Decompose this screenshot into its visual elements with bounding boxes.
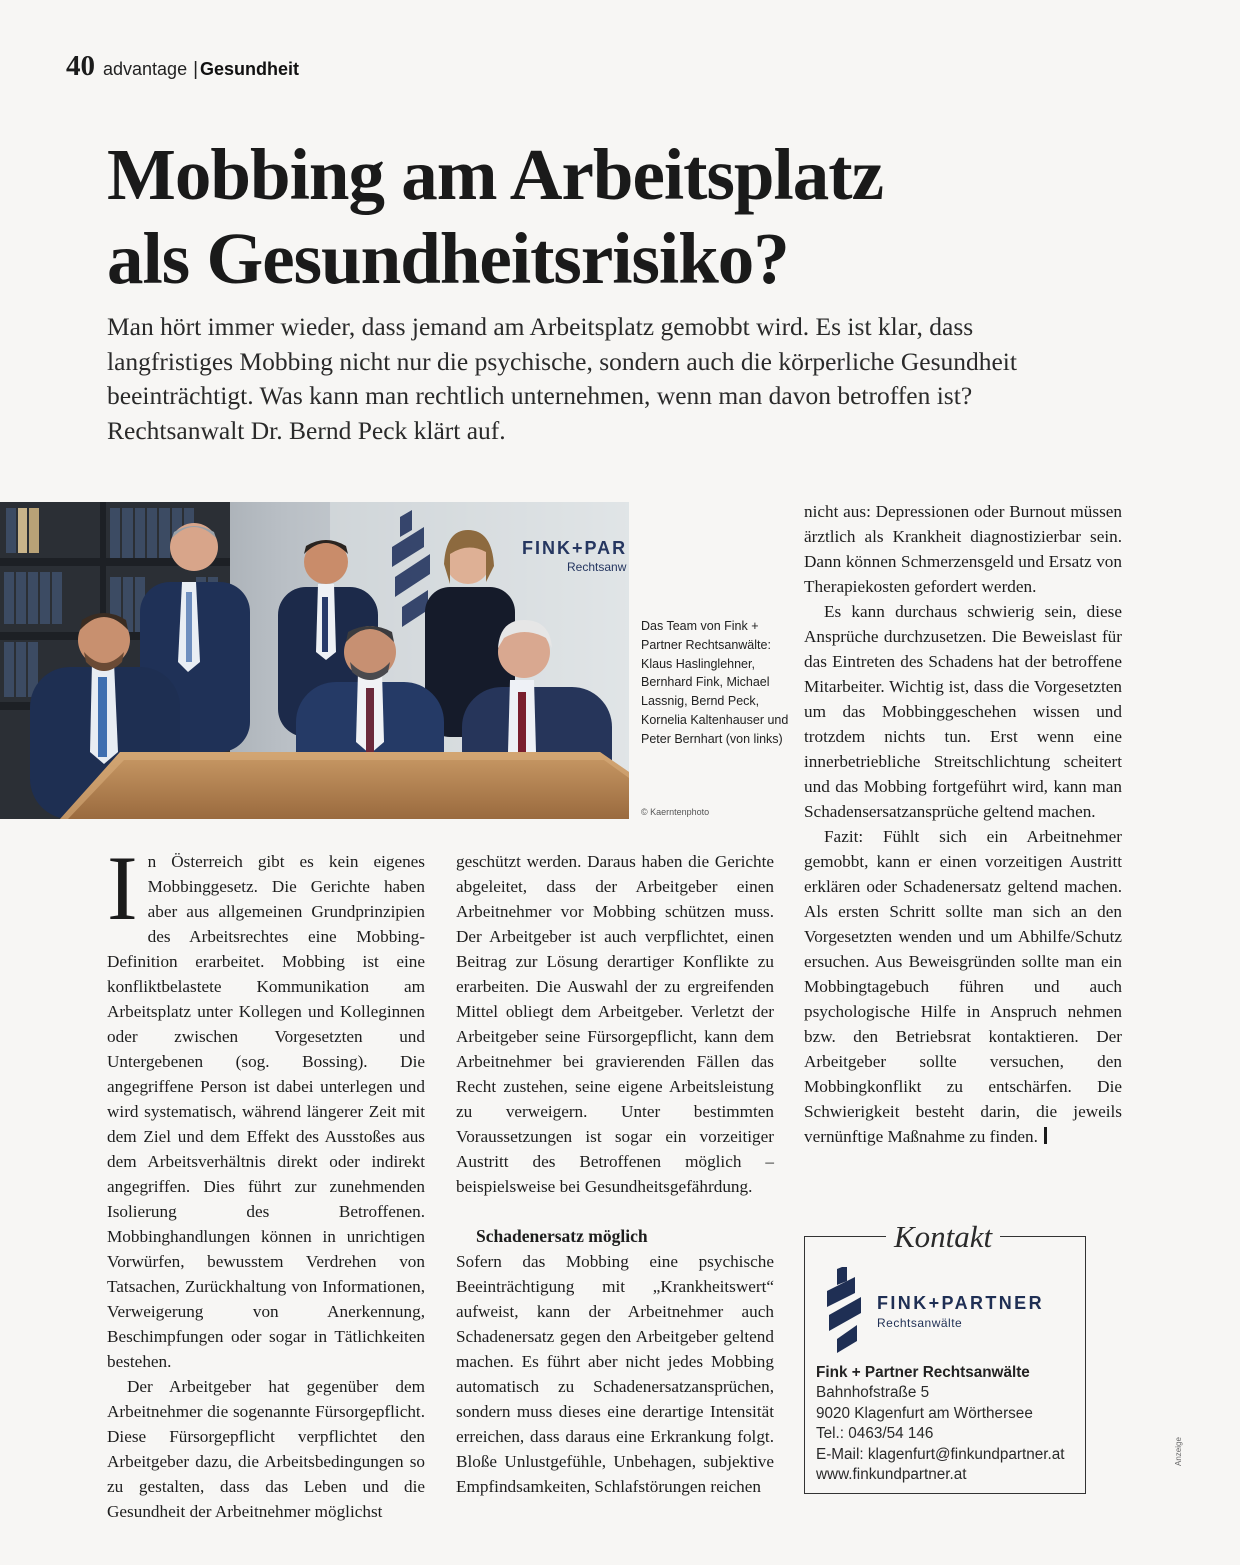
article-lead: Man hört immer wieder, dass jemand am Arbeitsplatz gemobbt wird. Es ist klar, dass langfristiges Mobbing nicht nur die psychische, sondern auch die körperliche Gesundheit beeinträchtigt. Was kann man rechtlich unternehmen, wenn man davon betroffen ist? Rechtsanwalt Dr. Bernd Peck klärt auf. [107, 312, 1017, 445]
logo-subtitle: Rechtsanwälte [877, 1316, 963, 1330]
contact-details [816, 1363, 1065, 1485]
advertisement-label: Anzeige [1174, 1437, 1183, 1466]
sign-text-line-2: Rechtsanw [567, 560, 627, 574]
section-label: Gesundheit [200, 59, 300, 79]
headline-line-1: Mobbing am Arbeitsplatz [107, 134, 883, 215]
article-column-1 [107, 837, 425, 1524]
col3-paragraph-3 [804, 824, 1122, 1149]
photo-credit: © Kaerntenphoto [641, 807, 710, 817]
contact-firm-name: Fink + Partner Rechtsanwälte [816, 1364, 1030, 1381]
article-headline [107, 133, 883, 301]
drop-cap: I [107, 837, 138, 939]
contact-title: Kontakt [886, 1219, 1000, 1255]
end-mark [1044, 1127, 1047, 1144]
article-column-3 [804, 499, 1122, 1149]
sign-text-line-1: FINK+PAR [522, 538, 628, 558]
headline-line-2: als Gesundheitsrisiko? [107, 218, 789, 299]
fink-partner-logo-icon [823, 1267, 873, 1353]
page-number: 40 [66, 50, 95, 82]
col1-paragraph-1-text: n Österreich gibt es kein eigenes Mobbinggesetz. Die Gerichte haben aber aus allgemeinen Grundprinzipien des Arbeitsrechtes eine Mobbing-Definition erarbeitet. Mobbing ist eine konfliktbelastete Kommunikation am Arbeitsplatz unter Kollegen und Kolleginnen oder zwischen Vorgesetzten und Untergebenen (sog. Bossing). Die angegriffene Person ist dabei unterlegen und wird systematisch, während längerer Zeit mit dem Ziel und dem Effekt des Ausstoßes aus dem Arbeitsverhältnis direkt oder indirekt angegriffen. Dies führt zur zunehmenden Isolierung des Betroffenen. Mobbinghandlungen können in unrichtigen Vorwürfen, bewusstem Verdrehen von Tatsachen, Zurückhaltung von Informationen, Verweigerung von Anerkennung, Beschimpfungen oder sogar in Tätlichkeiten bestehen. [107, 852, 425, 1371]
contact-street: Bahnhofstraße 5 [816, 1384, 930, 1402]
header-separator: | [193, 59, 199, 80]
logo-wordmark: FINK+PARTNER [877, 1293, 1044, 1313]
contact-website-link[interactable]: www.finkundpartner.at [816, 1466, 967, 1484]
subheading: Schadenersatz möglich [476, 1226, 648, 1246]
col3-paragraph-1: nicht aus: Depressionen oder Burnout müssen ärztlich als Krankheit diagnostizierbar sein. Dann können Schmerzensgeld und Ersatz von Therapiekosten gefordert werden. [804, 502, 1122, 596]
page-header [66, 50, 299, 83]
contact-box [804, 1219, 1086, 1494]
col2-paragraph-2: Sofern das Mobbing eine psychische Beeinträchtigung mit „Krankheitswert“ aufweist, kann der Arbeitnehmer auch Schadenersatz gegen den Arbeitgeber geltend machen. Es führt aber nicht jedes Mobbing automatisch zu Schadenersatzansprüchen, sondern muss dieses eine derartige Intensität erreichen, dass daraus eine Erkrankung folgt. Bloße Unlustgefühle, Unbehagen, subjektive Empfindsamkeiten, Schlafstörungen reichen [456, 1252, 774, 1496]
contact-phone: Tel.: 0463/54 146 [816, 1425, 934, 1443]
contact-city: 9020 Klagenfurt am Wörthersee [816, 1404, 1033, 1422]
photo-caption: Das Team von Fink + Partner Rechtsanwälte: Klaus Haslinglehner, Bernhard Fink, Michael Lassnig, Bernd Peck, Kornelia Kaltenhauser und Peter Bernhart (von links) [641, 619, 789, 746]
contact-email-link[interactable]: E-Mail: klagenfurt@finkundpartner.at [816, 1445, 1065, 1463]
team-photo [0, 502, 629, 819]
magazine-brand: advantage [103, 59, 188, 79]
col1-paragraph-1 [107, 837, 425, 1374]
col3-paragraph-2: Es kann durchaus schwierig sein, diese Ansprüche durchzusetzen. Die Beweislast für das Eintreten des Schadens hat der betroffene Mitarbeiter. Wichtig ist, dass die Vorgesetzten um das Mobbinggeschehen wissen und trotzdem nichts tun. Erst wenn eine innerbetriebliche Streitschlichtung scheitert und das Mobbing fortgeführt wird, kann man Schadensersatzansprüche geltend machen. [804, 602, 1122, 821]
col3-paragraph-3-text: Fazit: Fühlt sich ein Arbeitnehmer gemobbt, kann er einen vorzeitigen Austritt erklären oder Schadenersatz geltend machen. Als ersten Schritt sollte man sich an den Vorgesetzten wenden und um Abhilfe/Schutz ersuchen. Aus Beweisgründen sollte man ein Mobbingtagebuch führen und auch psychologische Hilfe in Anspruch nehmen bzw. den Betriebsrat kontaktieren. Der Arbeitgeber sollte versuchen, den Mobbingkonflikt zu entschärfen. Die Schwierigkeit besteht darin, die jeweils vernünftige Maßnahme zu finden. [804, 827, 1122, 1146]
col2-paragraph-1: geschützt werden. Daraus haben die Gerichte abgeleitet, dass der Arbeitgeber einen Arbeitnehmer vor Mobbing schützen muss. Der Arbeitgeber ist auch verpflichtet, einen Beitrag zur Lösung derartiger Konflikte zu erarbeiten. Die Auswahl der zu ergreifenden Mittel obliegt dem Arbeitgeber. Verletzt der Arbeitgeber seine Fürsorgepflicht, kann dem Arbeitnehmer bei gravierenden Fällen das Recht zustehen, seine eigene Arbeitsleistung zu verweigern. Unter bestimmten Voraussetzungen ist sogar ein vorzeitiger Austritt des Betroffenen möglich – beispielsweise bei Gesundheitsgefährdung. [456, 852, 774, 1196]
col1-paragraph-2: Der Arbeitgeber hat gegenüber dem Arbeitnehmer die sogenannte Fürsorgepflicht. Diese Fürsorgepflicht verpflichtet den Arbeitgeber dazu, die Arbeitsbedingungen so zu gestalten, dass das Leben und die Gesundheit der Arbeitnehmer möglichst [107, 1377, 425, 1521]
article-column-2 [456, 849, 774, 1499]
